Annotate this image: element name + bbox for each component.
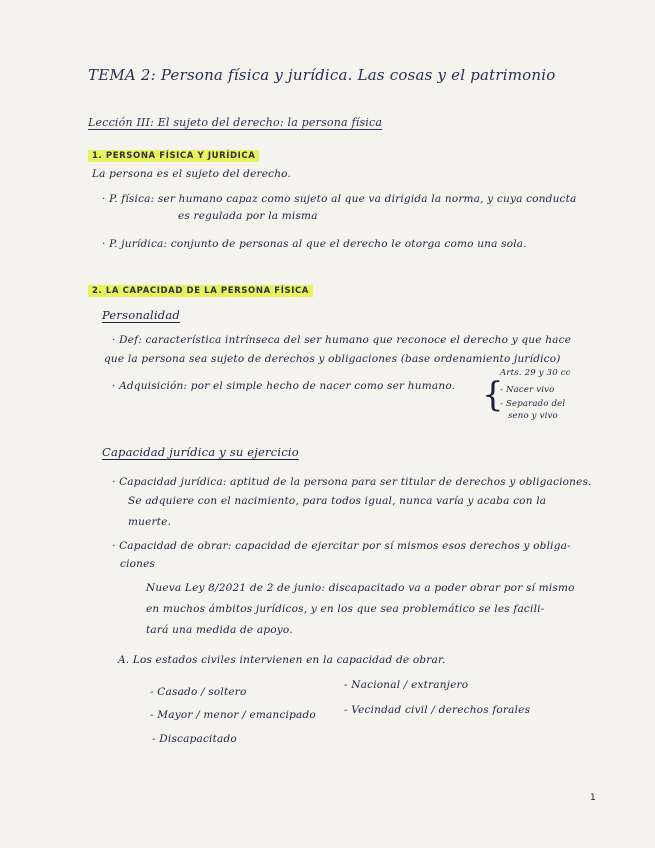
note-line: Se adquiere con el nacimiento, para todos igual, nunca varía y acaba con la [128,495,547,507]
civil-state-item: - Discapacitado [152,733,237,745]
note-line: A. Los estados civiles intervienen en la capacidad de obrar. [118,654,446,666]
note-line: · Adquisición: por el simple hecho de nacer como ser humano. [112,380,456,392]
subheading-capacidad: Capacidad jurídica y su ejercicio [102,445,299,459]
brace-mark: { [482,375,504,415]
lesson-heading: Lección III: El sujeto del derecho: la persona física [88,116,383,129]
note-line: · Capacidad jurídica: aptitud de la persona para ser titular de derechos y obligaciones. [112,476,592,488]
note-line: ciones [120,558,156,570]
civil-state-item: - Casado / soltero [150,686,247,698]
note-line: · Def: característica intrínseca del ser humano que reconoce el derecho y que hace [112,334,572,346]
note-line: La persona es el sujeto del derecho. [92,168,292,180]
note-line: · Capacidad de obrar: capacidad de ejercitar por sí mismos esos derechos y obliga- [112,540,571,552]
civil-state-item: - Nacional / extranjero [344,679,469,691]
note-line: muerte. [128,516,172,528]
section-heading-2-text: 2. LA CAPACIDAD DE LA PERSONA FÍSICA [88,285,313,297]
subheading-personalidad: Personalidad [102,308,180,322]
condition-item: - Nacer vivo [500,385,555,395]
civil-state-item: - Vecindad civil / derechos forales [344,704,531,716]
note-line: que la persona sea sujeto de derechos y obligaciones (base ordenamiento jurídico) [104,353,561,365]
section-heading-1-text: 1. PERSONA FÍSICA Y JURÍDICA [88,150,259,162]
section-heading-1 [88,143,259,162]
note-line: es regulada por la misma [178,210,318,222]
page-title: TEMA 2: Persona física y jurídica. Las cosas y el patrimonio [88,66,556,84]
condition-item: - Separado del [500,399,566,409]
note-line: en muchos ámbitos jurídicos, y en los que sea problemático se les facili- [146,603,545,615]
note-line: · P. física: ser humano capaz como sujeto al que va dirigida la norma, y cuya conducta [102,193,577,205]
civil-state-item: - Mayor / menor / emancipado [150,709,316,721]
condition-item: seno y vivo [508,411,558,421]
page-number: 1 [590,793,596,803]
note-line: tará una medida de apoyo. [146,624,293,636]
note-line: · P. jurídica: conjunto de personas al que el derecho le otorga como una sola. [102,238,527,250]
note-line: Nueva Ley 8/2021 de 2 de junio: discapacitado va a poder obrar por sí mismo [146,582,575,594]
articles-ref: Arts. 29 y 30 cc [500,368,571,378]
section-heading-2 [88,278,313,297]
